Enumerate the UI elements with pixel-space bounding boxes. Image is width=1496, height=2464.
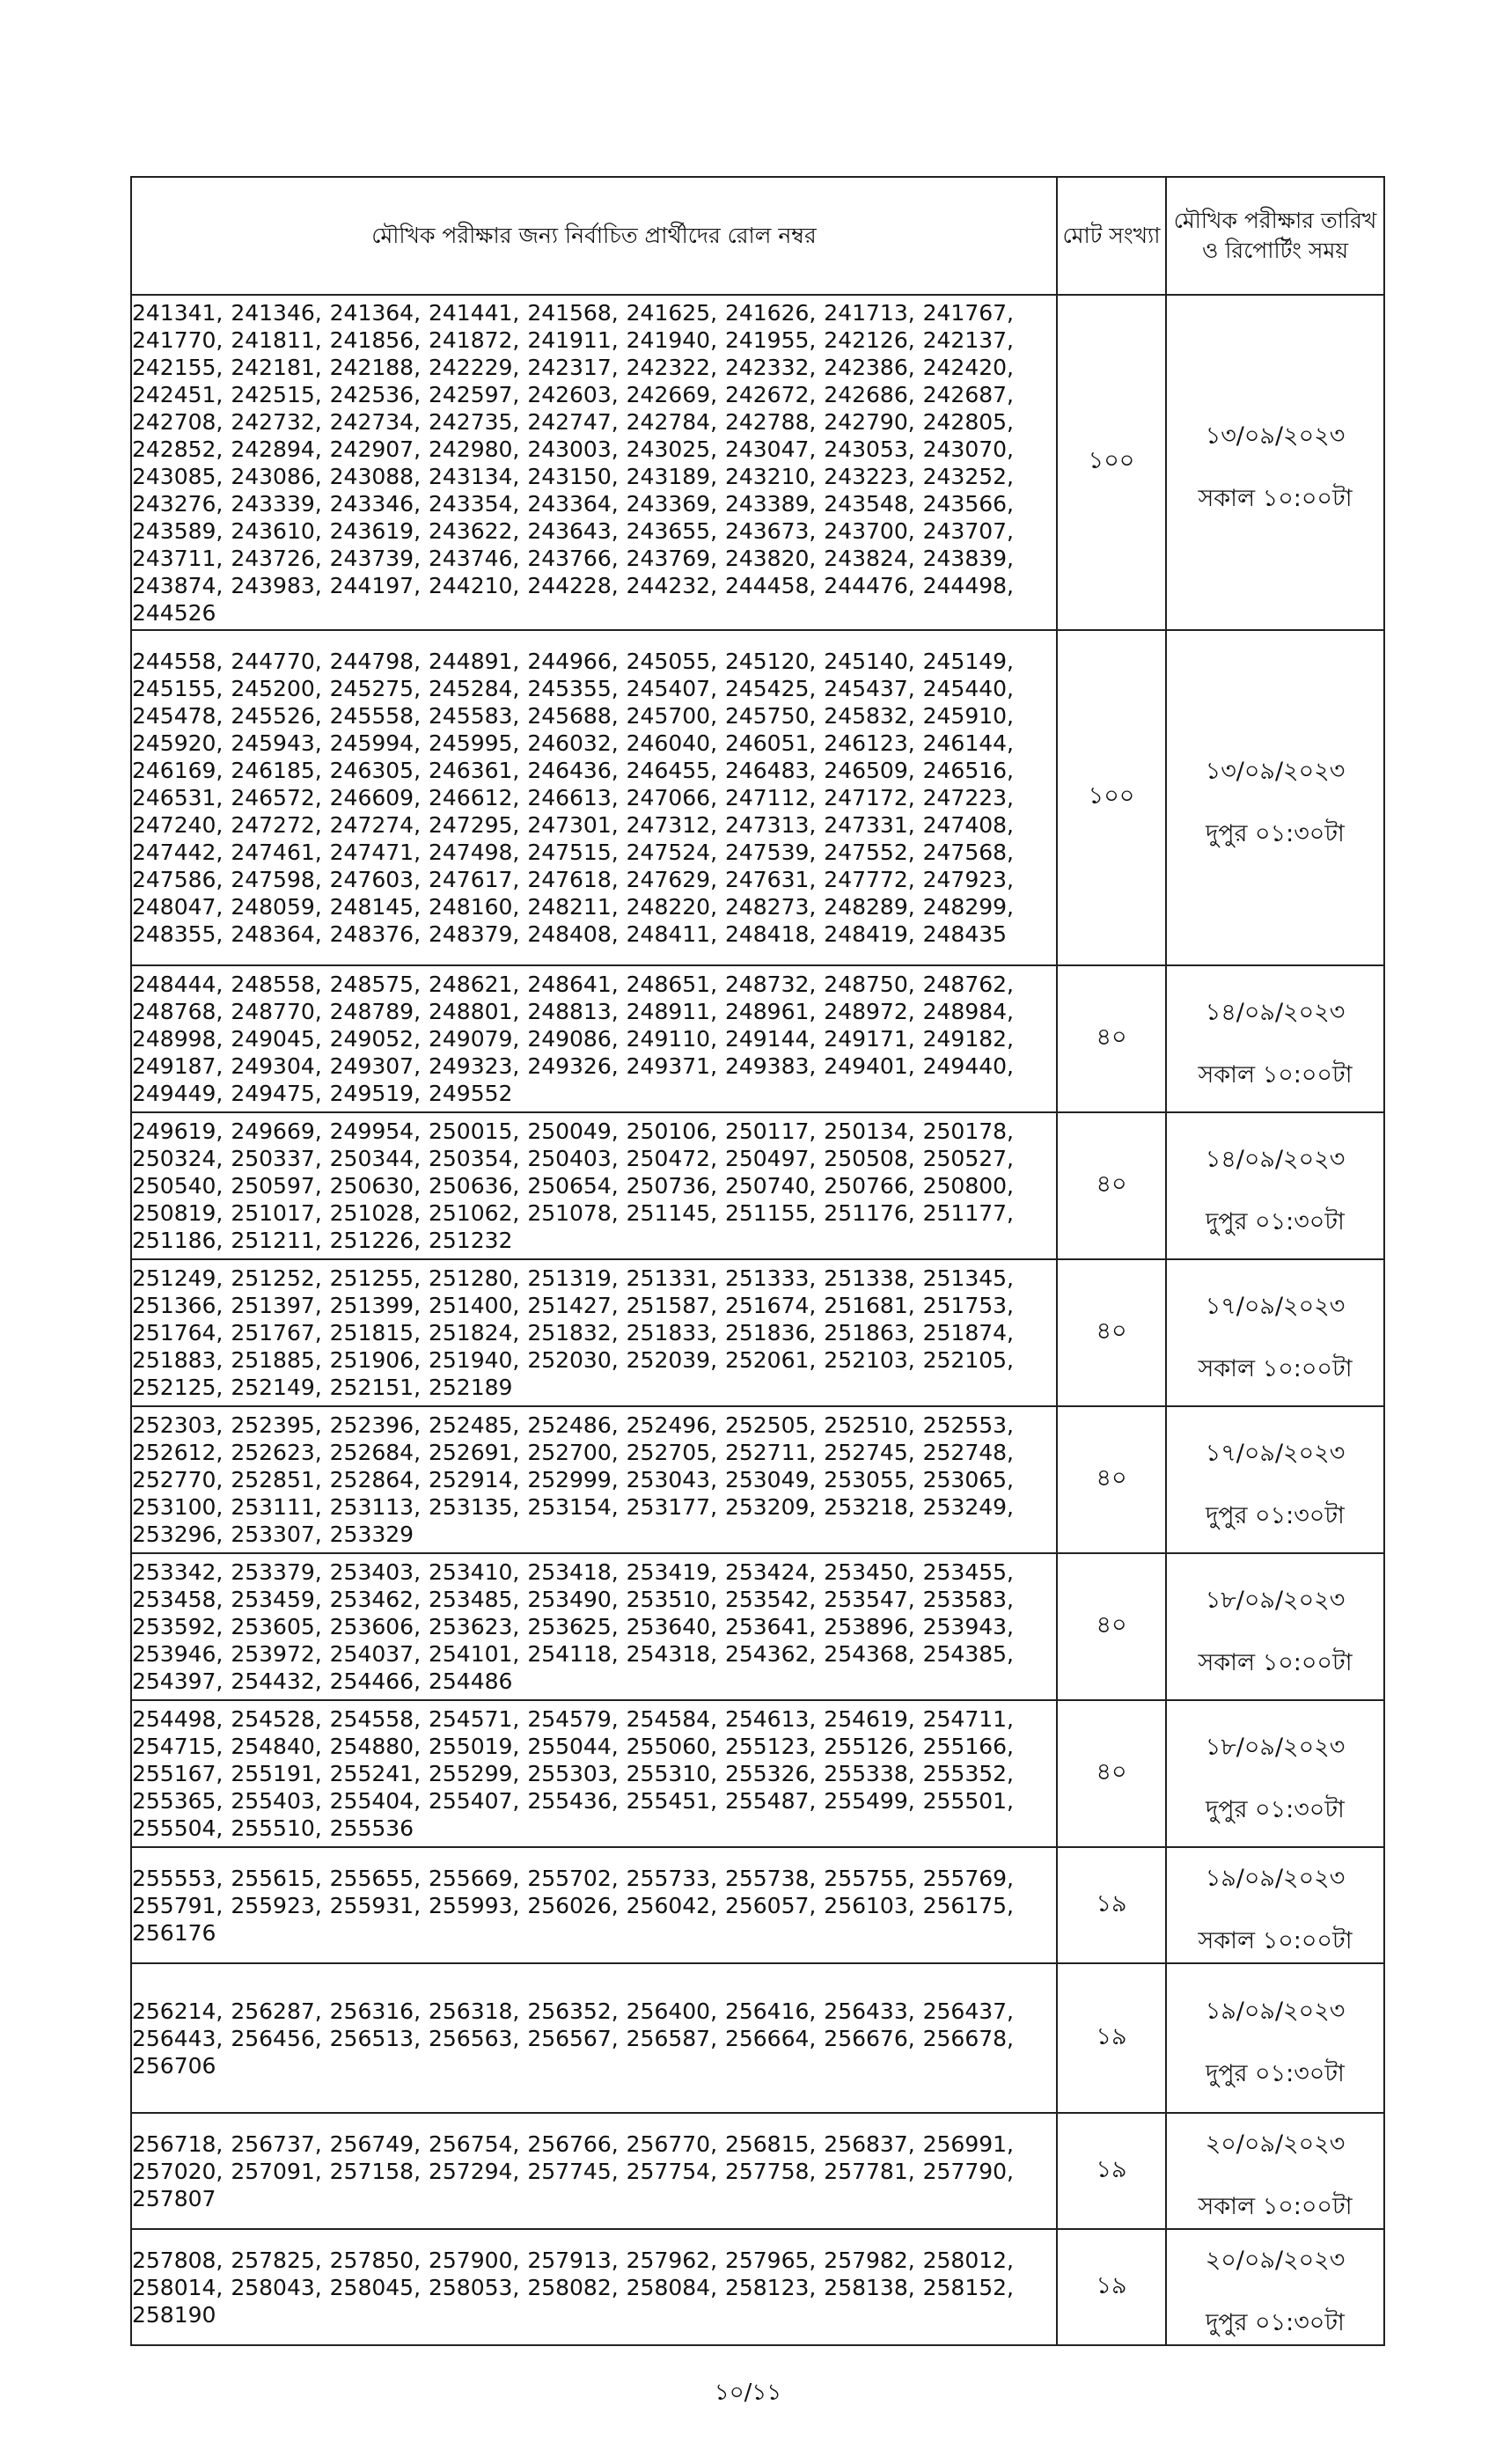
table-row (131, 965, 1384, 1112)
reporting-time: সকাল ১০:০০টা (1198, 1060, 1353, 1089)
exam-date: ১৯/০৯/২০২৩ (1205, 1998, 1346, 2025)
table-row (131, 1259, 1384, 1406)
date-time-cell (1166, 1553, 1384, 1700)
table-row (131, 2229, 1384, 2345)
exam-date: ১৩/০৯/২০২৩ (1205, 757, 1346, 785)
reporting-time: দুপুর ০১:৩০টা (1206, 1207, 1345, 1236)
total-count-cell: ১৯ (1057, 2229, 1166, 2345)
total-count-cell: ৪০ (1057, 1112, 1166, 1259)
exam-date: ১৯/০৯/২০২৩ (1205, 1865, 1346, 1892)
date-time-cell (1166, 295, 1384, 630)
reporting-time: দুপুর ০১:৩০টা (1206, 1795, 1345, 1823)
table-row (131, 295, 1384, 630)
table-row (131, 1700, 1384, 1847)
exam-date: ১৮/০৯/২০২৩ (1205, 1586, 1346, 1614)
reporting-time: সকাল ১০:০০টা (1198, 2193, 1353, 2220)
roll-numbers-cell: 244558, 244770, 244798, 244891, 244966, 245055, 245120, 245140, 245149, 245155, 245200, 245275, 245284, 245355, 245407, 245425, 245437, 245440, 245478, 245526, 245558, 245583, 245688, 245700, 245750, 245832, 245910, 245920, 245943, 245994, 245995, 246032, 246040, 246051, 246123, 246144, 246169, 246185, 246305, 246361, 246436, 246455, 246483, 246509, 246516, 246531, 246572, 246609, 246612, 246613, 247066, 247112, 247172, 247223, 247240, 247272, 247274, 247295, 247301, 247312, 247313, 247331, 247408, 247442, 247461, 247471, 247498, 247515, 247524, 247539, 247552, 247568, 247586, 247598, 247603, 247617, 247618, 247629, 247631, 247772, 247923, 248047, 248059, 248145, 248160, 248211, 248220, 248273, 248289, 248299, 248355, 248364, 248376, 248379, 248408, 248411, 248418, 248419, 248435 (131, 630, 1057, 965)
table-row (131, 1963, 1384, 2113)
total-count-cell: ১৯ (1057, 1847, 1166, 1963)
table-body (131, 295, 1384, 2345)
roll-numbers-cell: 257808, 257825, 257850, 257900, 257913, 257962, 257965, 257982, 258012, 258014, 258043, 258045, 258053, 258082, 258084, 258123, 258138, 258152, 258190 (131, 2229, 1057, 2345)
roll-numbers-cell: 253342, 253379, 253403, 253410, 253418, 253419, 253424, 253450, 253455, 253458, 253459, 253462, 253485, 253490, 253510, 253542, 253547, 253583, 253592, 253605, 253606, 253623, 253625, 253640, 253641, 253896, 253943, 253946, 253972, 254037, 254101, 254118, 254318, 254362, 254368, 254385, 254397, 254432, 254466, 254486 (131, 1553, 1057, 1700)
reporting-time: দুপুর ০১:৩০টা (1206, 819, 1345, 847)
roll-numbers-cell: 251249, 251252, 251255, 251280, 251319, 251331, 251333, 251338, 251345, 251366, 251397, 251399, 251400, 251427, 251587, 251674, 251681, 251753, 251764, 251767, 251815, 251824, 251832, 251833, 251836, 251863, 251874, 251883, 251885, 251906, 251940, 252030, 252039, 252061, 252103, 252105, 252125, 252149, 252151, 252189 (131, 1259, 1057, 1406)
reporting-time: সকাল ১০:০০টা (1198, 484, 1353, 512)
exam-date: ২০/০৯/২০২৩ (1205, 2130, 1346, 2158)
total-count-cell: ১০০ (1057, 295, 1166, 630)
exam-date: ১৪/০৯/২০২৩ (1205, 1145, 1346, 1173)
date-time-cell (1166, 2229, 1384, 2345)
exam-date: ১৭/০৯/২০২৩ (1205, 1292, 1346, 1320)
total-count-cell: ৪০ (1057, 1406, 1166, 1553)
roll-numbers-cell: 248444, 248558, 248575, 248621, 248641, 248651, 248732, 248750, 248762, 248768, 248770, 248789, 248801, 248813, 248911, 248961, 248972, 248984, 248998, 249045, 249052, 249079, 249086, 249110, 249144, 249171, 249182, 249187, 249304, 249307, 249323, 249326, 249371, 249383, 249401, 249440, 249449, 249475, 249519, 249552 (131, 965, 1057, 1112)
total-count-cell: ৪০ (1057, 1700, 1166, 1847)
reporting-time: সকাল ১০:০০টা (1198, 1648, 1353, 1676)
date-time-cell (1166, 965, 1384, 1112)
reporting-time: দুপুর ০১:৩০টা (1206, 2309, 1345, 2336)
page-number: ১০/১১ (714, 2380, 782, 2406)
total-count-cell: ১৯ (1057, 1963, 1166, 2113)
table-header-row (131, 177, 1384, 295)
roll-numbers-cell: 256718, 256737, 256749, 256754, 256766, 256770, 256815, 256837, 256991, 257020, 257091, 257158, 257294, 257745, 257754, 257758, 257781, 257790, 257807 (131, 2113, 1057, 2229)
date-time-cell (1166, 1406, 1384, 1553)
exam-date: ১৮/০৯/২০২৩ (1205, 1733, 1346, 1761)
total-count-cell: ৪০ (1057, 1259, 1166, 1406)
total-count-cell: ৪০ (1057, 1553, 1166, 1700)
header-total-count: মোট সংখ্যা (1057, 177, 1166, 295)
exam-date: ২০/০৯/২০২৩ (1205, 2247, 1346, 2274)
reporting-time: দুপুর ০১:৩০টা (1206, 1501, 1345, 1529)
roll-numbers-cell: 249619, 249669, 249954, 250015, 250049, 250106, 250117, 250134, 250178, 250324, 250337, 250344, 250354, 250403, 250472, 250497, 250508, 250527, 250540, 250597, 250630, 250636, 250654, 250736, 250740, 250766, 250800, 250819, 251017, 251028, 251062, 251078, 251145, 251155, 251176, 251177, 251186, 251211, 251226, 251232 (131, 1112, 1057, 1259)
header-date-time: মৌখিক পরীক্ষার তারিখ ও রিপোর্টিং সময় (1166, 177, 1384, 295)
total-count-cell: ১৯ (1057, 2113, 1166, 2229)
roll-numbers-cell: 256214, 256287, 256316, 256318, 256352, 256400, 256416, 256433, 256437, 256443, 256456, 256513, 256563, 256567, 256587, 256664, 256676, 256678, 256706 (131, 1963, 1057, 2113)
table-row (131, 1406, 1384, 1553)
date-time-cell (1166, 2113, 1384, 2229)
date-time-cell (1166, 1259, 1384, 1406)
table-row (131, 1112, 1384, 1259)
table-row (131, 1553, 1384, 1700)
header-roll-numbers: মৌখিক পরীক্ষার জন্য নির্বাচিত প্রার্থীদের রোল নম্বর (131, 177, 1057, 295)
viva-schedule-table (130, 176, 1385, 2346)
table-row (131, 2113, 1384, 2229)
exam-date: ১৩/০৯/২০২৩ (1205, 422, 1346, 450)
exam-date: ১৭/০৯/২০২৩ (1205, 1439, 1346, 1467)
date-time-cell (1166, 1847, 1384, 1963)
roll-numbers-cell: 254498, 254528, 254558, 254571, 254579, 254584, 254613, 254619, 254711, 254715, 254840, 254880, 255019, 255044, 255060, 255123, 255126, 255166, 255167, 255191, 255241, 255299, 255303, 255310, 255326, 255338, 255352, 255365, 255403, 255404, 255407, 255436, 255451, 255487, 255499, 255501, 255504, 255510, 255536 (131, 1700, 1057, 1847)
reporting-time: দুপুর ০১:৩০টা (1206, 2060, 1345, 2087)
table-row (131, 1847, 1384, 1963)
date-time-cell (1166, 1963, 1384, 2113)
document-page (130, 176, 1383, 2346)
date-time-cell (1166, 1112, 1384, 1259)
reporting-time: সকাল ১০:০০টা (1198, 1927, 1353, 1954)
date-time-cell (1166, 630, 1384, 965)
date-time-cell (1166, 1700, 1384, 1847)
roll-numbers-cell: 252303, 252395, 252396, 252485, 252486, 252496, 252505, 252510, 252553, 252612, 252623, 252684, 252691, 252700, 252705, 252711, 252745, 252748, 252770, 252851, 252864, 252914, 252999, 253043, 253049, 253055, 253065, 253100, 253111, 253113, 253135, 253154, 253177, 253209, 253218, 253249, 253296, 253307, 253329 (131, 1406, 1057, 1553)
total-count-cell: ১০০ (1057, 630, 1166, 965)
exam-date: ১৪/০৯/২০২৩ (1205, 998, 1346, 1026)
reporting-time: সকাল ১০:০০টা (1198, 1354, 1353, 1382)
roll-numbers-cell: 255553, 255615, 255655, 255669, 255702, 255733, 255738, 255755, 255769, 255791, 255923, 255931, 255993, 256026, 256042, 256057, 256103, 256175, 256176 (131, 1847, 1057, 1963)
roll-numbers-cell: 241341, 241346, 241364, 241441, 241568, 241625, 241626, 241713, 241767, 241770, 241811, 241856, 241872, 241911, 241940, 241955, 242126, 242137, 242155, 242181, 242188, 242229, 242317, 242322, 242332, 242386, 242420, 242451, 242515, 242536, 242597, 242603, 242669, 242672, 242686, 242687, 242708, 242732, 242734, 242735, 242747, 242784, 242788, 242790, 242805, 242852, 242894, 242907, 242980, 243003, 243025, 243047, 243053, 243070, 243085, 243086, 243088, 243134, 243150, 243189, 243210, 243223, 243252, 243276, 243339, 243346, 243354, 243364, 243369, 243389, 243548, 243566, 243589, 243610, 243619, 243622, 243643, 243655, 243673, 243700, 243707, 243711, 243726, 243739, 243746, 243766, 243769, 243820, 243824, 243839, 243874, 243983, 244197, 244210, 244228, 244232, 244458, 244476, 244498, 244526 (131, 295, 1057, 630)
table-row (131, 630, 1384, 965)
total-count-cell: ৪০ (1057, 965, 1166, 1112)
